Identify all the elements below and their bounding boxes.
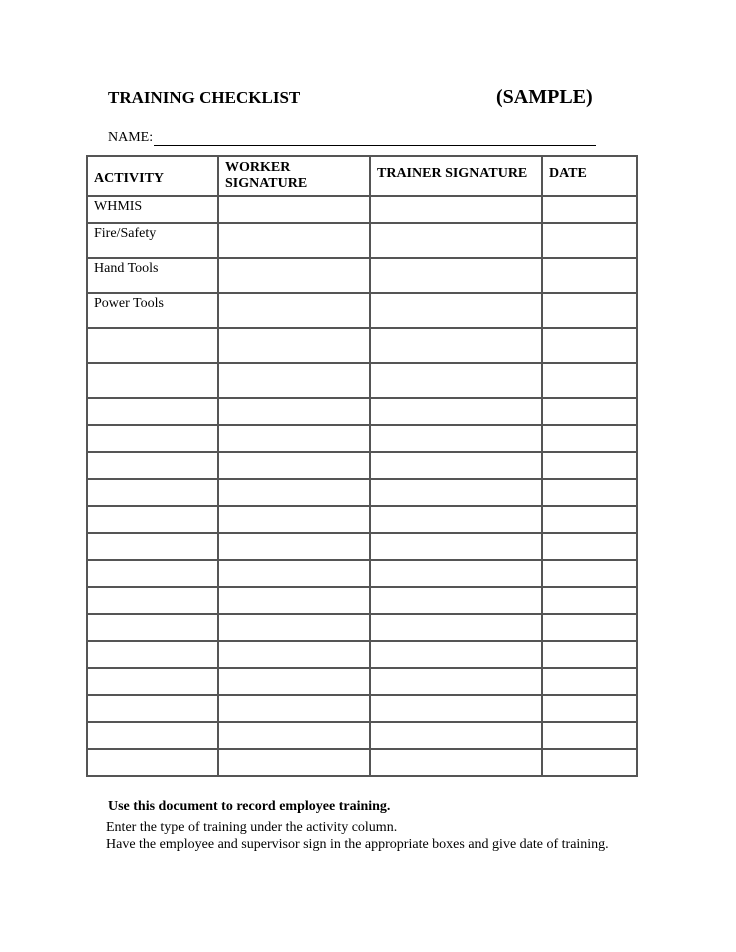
activity-cell[interactable] (87, 614, 218, 641)
table-row (87, 506, 637, 533)
worker-signature-cell[interactable] (218, 452, 370, 479)
worker-signature-cell[interactable] (218, 533, 370, 560)
column-header-activity: ACTIVITY (87, 156, 218, 196)
table-row (87, 641, 637, 668)
activity-cell[interactable] (87, 479, 218, 506)
name-label: NAME: (108, 130, 154, 145)
date-cell[interactable] (542, 258, 637, 293)
table-row (87, 452, 637, 479)
date-cell[interactable] (542, 363, 637, 398)
trainer-signature-cell[interactable] (370, 363, 542, 398)
trainer-signature-cell[interactable] (370, 668, 542, 695)
table-row (87, 668, 637, 695)
trainer-signature-cell[interactable] (370, 223, 542, 258)
trainer-signature-cell[interactable] (370, 749, 542, 776)
activity-cell[interactable] (87, 668, 218, 695)
worker-signature-cell[interactable] (218, 328, 370, 363)
worker-signature-cell[interactable] (218, 722, 370, 749)
instructions (108, 798, 609, 853)
table-row (87, 722, 637, 749)
activity-cell[interactable] (87, 587, 218, 614)
activity-cell[interactable] (87, 560, 218, 587)
date-cell[interactable] (542, 452, 637, 479)
date-cell[interactable] (542, 722, 637, 749)
date-cell[interactable] (542, 398, 637, 425)
date-cell[interactable] (542, 560, 637, 587)
table-header-row (87, 156, 637, 196)
trainer-signature-cell[interactable] (370, 533, 542, 560)
trainer-signature-cell[interactable] (370, 506, 542, 533)
date-cell[interactable] (542, 328, 637, 363)
column-header-trainer-signature: TRAINER SIGNATURE (370, 156, 542, 196)
instructions-line-1: Enter the type of training under the activity column. (106, 820, 398, 835)
date-cell[interactable] (542, 223, 637, 258)
activity-cell[interactable]: Fire/Safety (87, 223, 218, 258)
date-cell[interactable] (542, 641, 637, 668)
table-row (87, 695, 637, 722)
trainer-signature-cell[interactable] (370, 695, 542, 722)
date-cell[interactable] (542, 533, 637, 560)
trainer-signature-cell[interactable] (370, 328, 542, 363)
activity-cell[interactable] (87, 452, 218, 479)
table-row (87, 196, 637, 223)
worker-signature-cell[interactable] (218, 614, 370, 641)
table-row (87, 363, 637, 398)
date-cell[interactable] (542, 749, 637, 776)
activity-cell[interactable] (87, 506, 218, 533)
activity-cell[interactable]: Power Tools (87, 293, 218, 328)
worker-signature-cell[interactable] (218, 223, 370, 258)
activity-cell[interactable] (87, 425, 218, 452)
trainer-signature-cell[interactable] (370, 641, 542, 668)
activity-cell[interactable]: Hand Tools (87, 258, 218, 293)
date-cell[interactable] (542, 506, 637, 533)
trainer-signature-cell[interactable] (370, 293, 542, 328)
sample-label: (SAMPLE) (496, 86, 593, 108)
table-row (87, 587, 637, 614)
table-row (87, 398, 637, 425)
activity-cell[interactable] (87, 722, 218, 749)
table-row (87, 614, 637, 641)
name-field-row (108, 130, 596, 146)
trainer-signature-cell[interactable] (370, 587, 542, 614)
trainer-signature-cell[interactable] (370, 452, 542, 479)
table-row (87, 479, 637, 506)
activity-cell[interactable] (87, 533, 218, 560)
trainer-signature-cell[interactable] (370, 196, 542, 223)
activity-cell[interactable] (87, 398, 218, 425)
date-cell[interactable] (542, 668, 637, 695)
table-row (87, 293, 637, 328)
worker-signature-cell[interactable] (218, 641, 370, 668)
worker-signature-cell[interactable] (218, 749, 370, 776)
worker-signature-cell[interactable] (218, 479, 370, 506)
table-row (87, 328, 637, 363)
instructions-heading: Use this document to record employee training. (108, 799, 391, 814)
worker-signature-cell[interactable] (218, 506, 370, 533)
table-row (87, 425, 637, 452)
trainer-signature-cell[interactable] (370, 425, 542, 452)
date-cell[interactable] (542, 425, 637, 452)
activity-cell[interactable] (87, 695, 218, 722)
training-checklist-table (86, 155, 638, 777)
worker-signature-cell[interactable] (218, 695, 370, 722)
activity-cell[interactable]: WHMIS (87, 196, 218, 223)
date-cell[interactable] (542, 293, 637, 328)
trainer-signature-cell[interactable] (370, 258, 542, 293)
column-header-worker-signature: WORKER SIGNATURE (218, 156, 370, 196)
table-row (87, 560, 637, 587)
date-cell[interactable] (542, 196, 637, 223)
worker-signature-cell[interactable] (218, 293, 370, 328)
worker-signature-cell[interactable] (218, 587, 370, 614)
date-cell[interactable] (542, 587, 637, 614)
date-cell[interactable] (542, 614, 637, 641)
activity-cell[interactable] (87, 328, 218, 363)
activity-cell[interactable] (87, 641, 218, 668)
table-row (87, 749, 637, 776)
worker-signature-cell[interactable] (218, 196, 370, 223)
table-row (87, 223, 637, 258)
page-title: TRAINING CHECKLIST (108, 88, 301, 107)
name-input-line[interactable] (154, 131, 596, 146)
worker-signature-cell[interactable] (218, 363, 370, 398)
table-row (87, 533, 637, 560)
date-cell[interactable] (542, 695, 637, 722)
worker-signature-cell[interactable] (218, 398, 370, 425)
table-row (87, 258, 637, 293)
column-header-date: DATE (542, 156, 637, 196)
trainer-signature-cell[interactable] (370, 479, 542, 506)
date-cell[interactable] (542, 479, 637, 506)
worker-signature-cell[interactable] (218, 668, 370, 695)
trainer-signature-cell[interactable] (370, 560, 542, 587)
worker-signature-cell[interactable] (218, 425, 370, 452)
trainer-signature-cell[interactable] (370, 722, 542, 749)
activity-cell[interactable] (87, 749, 218, 776)
worker-signature-cell[interactable] (218, 258, 370, 293)
trainer-signature-cell[interactable] (370, 398, 542, 425)
trainer-signature-cell[interactable] (370, 614, 542, 641)
instructions-line-2: Have the employee and supervisor sign in the appropriate boxes and give date of training. (106, 837, 609, 852)
worker-signature-cell[interactable] (218, 560, 370, 587)
activity-cell[interactable] (87, 363, 218, 398)
